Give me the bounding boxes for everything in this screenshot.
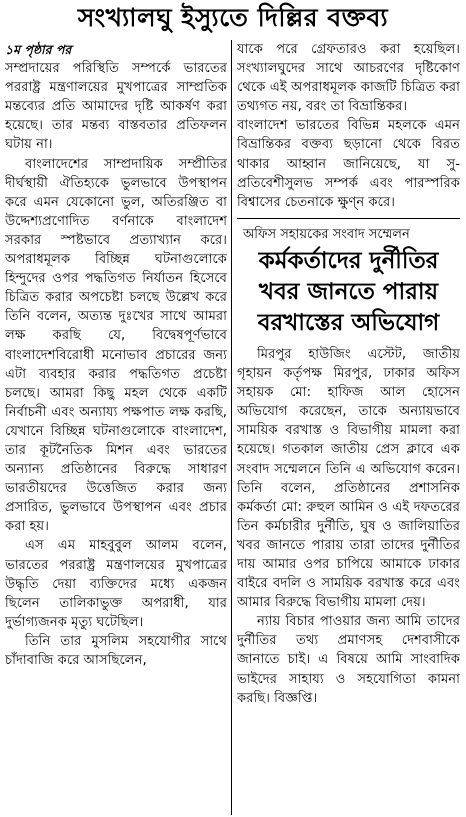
story-headline-line: কর্মকর্তাদের দুর্নীতির [258,247,439,274]
story-paragraph: মিরপুর হাউজিং এস্টেট, জাতীয় গৃহায়ন কর্তৃপক্ষ মিরপুর, ঢাকার অফিস সহায়ক মো: হাফিজ আল হোসেন অভিযোগ করেছেন, তাকে অন্যায়ভাবে সাময়িক বরখাস্ত ও বিভাগীয় মামলা করা হয়েছে। গতকাল জাতীয় প্রেস ক্লাবে এক সংবাদ সম্মেলনে তিনি এ অভিযোগ করেন। তিনি বলেন, প্রতিষ্ঠানের প্রশাসনিক কর্মকর্তা মো: রুহুল আমিন ও এই দফতরের তিন কর্মচারীর দুর্নীতি, ঘুষ ও জালিয়াতির খবর জানতে পারায় তারা তাদের দুর্নীতির দায় আমার ওপর চাপিয়ে আমাকে ঢাকার বাইরে বদলি ও সাময়িক বরখাস্ত করে এবং আমার বিরুদ্ধে বিভাগীয় মামলা দেয়। [237,346,460,611]
story-headline [237,246,460,339]
right-continued-paragraph: যাকে পরে গ্রেফতারও করা হয়েছিল। সংখ্যালঘুদের সাথে আচরণের দৃষ্টিকোণ থেকে এই অপরাধমূলক কাজটি চিত্রিত করা তথ্যগত নয়, বরং তা বিভ্রান্তিকর। [237,42,460,115]
left-paragraph: সম্প্রদায়ের পরিস্থিতি সম্পর্কে ভারতের পররাষ্ট্র মন্ত্রণালয়ের মুখপাত্রের সাম্প্রতিক মন্তব্যের প্রতি আমাদের দৃষ্টি আকর্ষণ করা হয়েছে। তার মন্তব্য বাস্তবতার প্রতিফলন ঘটায় না। [5,61,227,153]
jump-line: ১ম পৃষ্ঠার পর [5,42,72,57]
story-kicker: অফিস সহায়কের সংবাদ সম্মেলন [243,226,410,242]
story-headline-line: খবর জানতে পারায় [258,278,439,305]
left-column [5,40,227,815]
left-paragraph: বাংলাদেশের সাম্প্রদায়িক সম্প্রীতির দীর্ঘস্থায়ী ঐতিহ্যকে ভুলভাবে উপস্থাপন করে এমন যেকোনো ভুল, অতিরঞ্জিত বা উদ্দেশ্যপ্রণোদিত বর্ণনাকে বাংলাদেশ সরকার স্পষ্টভাবে প্রত্যাখ্যান করে। অপরাধমূলক বিচ্ছিন্ন ঘটনাগুলোকে হিন্দুদের ওপর পদ্ধতিগত নির্যাতন হিসেবে চিত্রিত করার অপচেষ্টা চলছে উল্লেখ করে তিনি বলেন, অত্যন্ত দুঃখের সাথে আমরা লক্ষ করছি যে, বিদ্বেষপূর্ণভাবে বাংলাদেশবিরোধী মনোভাব প্রচারের জন্য এটা ব্যবহার করার পদ্ধতিগত প্রচেষ্টা চলছে। আমরা কিছু মহল থেকে একটি নির্বাচনী এবং অন্যায্য পক্ষপাত লক্ষ করছি, যেখানে বিচ্ছিন্ন ঘটনাগুলোকে বাংলাদেশ, তার কূটনৈতিক মিশন এবং ভারতের অন্যান্য প্রতিষ্ঠানের বিরুদ্ধে সাধারণ ভারতীয়দের উত্তেজিত করার জন্য প্রসারিত, ভুলভাবে উপস্থাপন এবং প্রচার করা হয়। [5,156,227,535]
left-paragraph: তিনি তার মুসলিম সহযোগীর সাথে চাঁদাবাজি করে আসছিলেন, [5,633,227,668]
right-column [237,40,460,815]
main-headline: সংখ্যালঘু ইস্যুতে দিল্লির বক্তব্য [77,2,389,32]
story-headline-line: বরখাস্তের অভিযোগ [257,309,440,336]
column-rule [231,40,232,815]
story-body [237,345,460,708]
section-divider [237,218,460,219]
story-paragraph: ন্যায় বিচার পাওয়ার জন্য আমি তাদের দুর্নীতির তথ্য প্রমাণসহ দেশবাসীকে জানাতে চাই। এ বিষয়ে আমি সাংবাদিক ভাইদের সাহায্য ও সহযোগিতা কামনা করছি। বিজ্ঞপ্তি। [237,614,460,706]
left-paragraph: এস এম মাহবুবুল আলম বলেন, ভারতের পররাষ্ট্র মন্ত্রণালয়ের মুখপাত্রের উদ্ধৃতি দেয়া ব্যক্তিদের মধ্যে একজন ছিলেন তালিকাভুক্ত অপরাধী, যার দুর্ভাগ্যজনক মৃত্যু ঘটেছিল। [5,538,227,630]
right-continued-paragraph: বাংলাদেশ ভারতের বিভিন্ন মহলকে এমন বিভ্রান্তিকর বক্তব্য ছড়ানো থেকে বিরত থাকার আহ্বান জানিয়েছে, যা সু-প্রতিবেশীসুলভ সম্পর্ক এবং পারস্পরিক বিশ্বাসের চেতনাকে ক্ষুণ্ন করে। [237,118,460,210]
